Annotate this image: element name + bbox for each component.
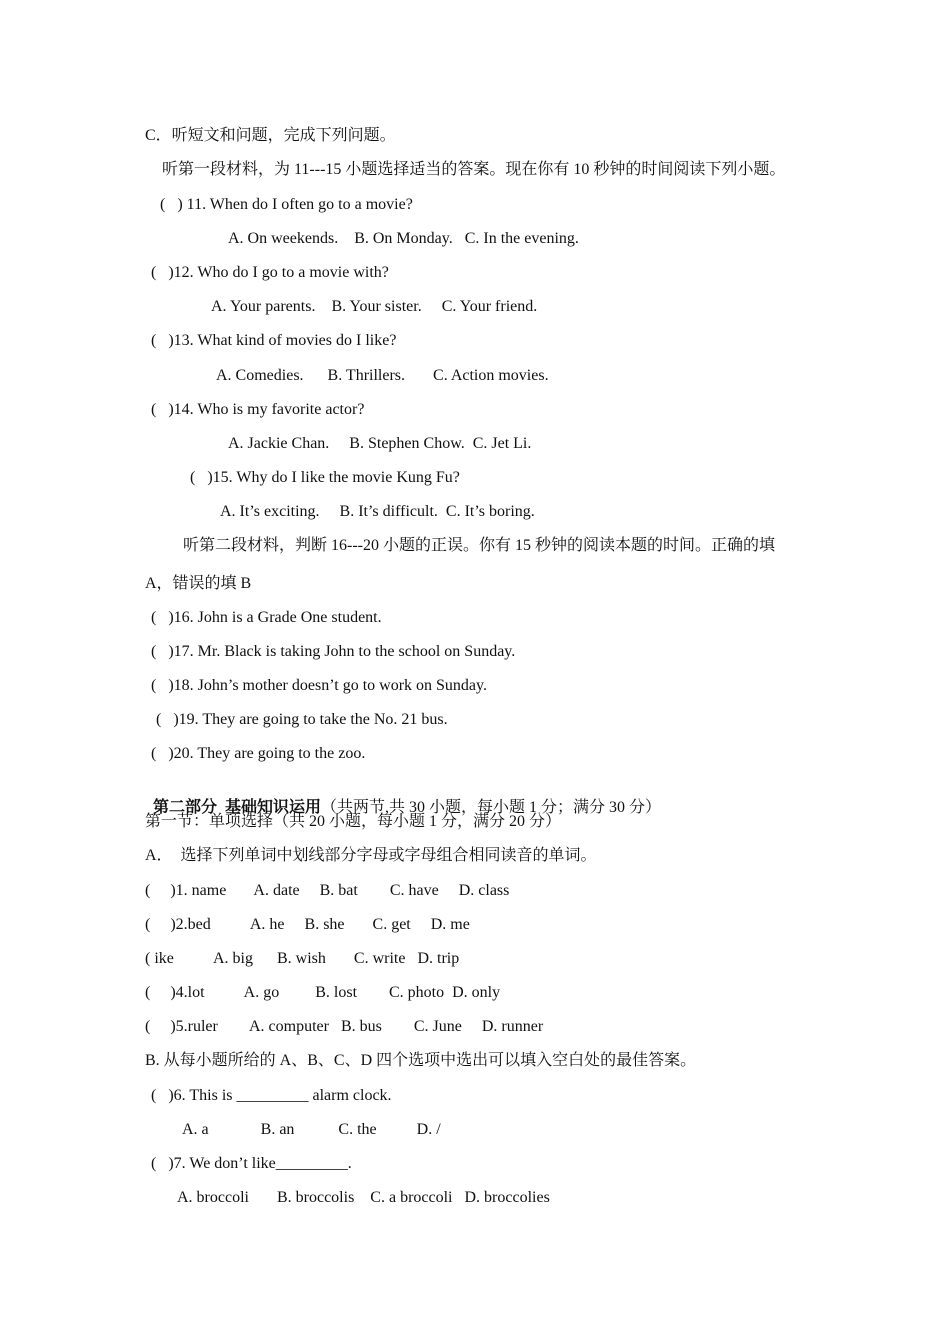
line-section-a: A． 选择下列单词中划线部分字母或字母组合相同读音的单词。 [145,847,597,864]
line-q20: ( )20. They are going to the zoo. [151,745,366,762]
line-p5: ( )5.ruler A. computer B. bus C. June D. runner [145,1018,544,1035]
line-q14-options: A. Jackie Chan. B. Stephen Chow. C. Jet Li. [228,435,532,452]
line-q6: ( )6. This is _________ alarm clock. [151,1087,392,1104]
line-q7-options: A. broccoli B. broccolis C. a broccoli D. broccolies [177,1189,550,1206]
line-p4: ( )4.lot A. go B. lost C. photo D. only [145,984,501,1001]
line-instr-2: 听第二段材料，判断 16---20 小题的正误。你有 15 秒钟的阅读本题的时间。正确的填 [183,537,775,554]
line-section-one: 第一节：单项选择（共 20 小题，每小题 1 分，满分 20 分） [145,813,562,830]
part-two-title: 第二部分 基础知识运用 [153,799,322,816]
line-q14: ( )14. Who is my favorite actor? [151,401,365,418]
line-q6-options: A. a B. an C. the D. / [182,1121,441,1138]
line-q12: ( )12. Who do I go to a movie with? [151,264,389,281]
line-instr-2-cont: A，错误的填 B [145,575,252,592]
line-q15: ( )15. Why do I like the movie Kung Fu? [190,469,460,486]
line-p3: ( ike A. big B. wish C. write D. trip [145,950,460,967]
line-p2: ( )2.bed A. he B. she C. get D. me [145,916,470,933]
line-q11: ( ) 11. When do I often go to a movie? [160,196,413,213]
line-q17: ( )17. Mr. Black is taking John to the school on Sunday. [151,643,516,660]
line-section-c: C．听短文和问题，完成下列问题。 [145,127,396,144]
line-p1: ( )1. name A. date B. bat C. have D. class [145,882,510,899]
part-two-note: （共两节,共 30 小题，每小题 1 分；满分 30 分） [321,799,662,816]
line-q19: ( )19. They are going to take the No. 21 bus. [156,711,448,728]
line-q13-options: A. Comedies. B. Thrillers. C. Action movies. [216,367,549,384]
line-q11-options: A. On weekends. B. On Monday. C. In the evening. [228,230,579,247]
line-q12-options: A. Your parents. B. Your sister. C. Your friend. [211,298,538,315]
line-instr-1: 听第一段材料，为 11---15 小题选择适当的答案。现在你有 10 秒钟的时间阅读下列小题。 [162,161,786,178]
line-section-b: B. 从每小题所给的 A、B、C、D 四个选项中选出可以填入空白处的最佳答案。 [145,1052,697,1069]
line-q18: ( )18. John’s mother doesn’t go to work on Sunday. [151,677,487,694]
line-q16: ( )16. John is a Grade One student. [151,609,382,626]
line-q13: ( )13. What kind of movies do I like? [151,332,397,349]
line-q15-options: A. It’s exciting. B. It’s difficult. C. It’s boring. [220,503,535,520]
line-q7: ( )7. We don’t like_________. [151,1155,352,1172]
